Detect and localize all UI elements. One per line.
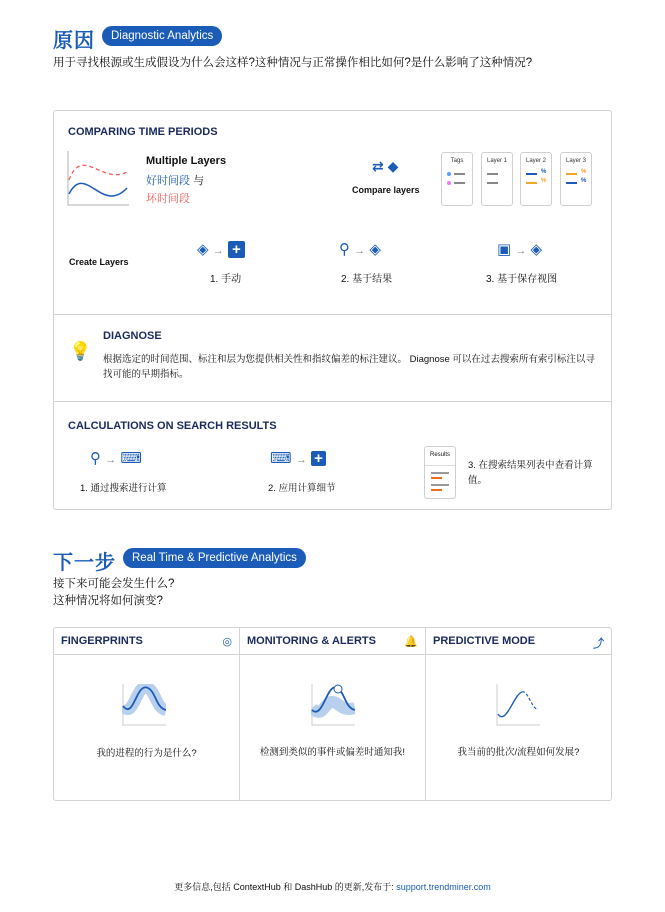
- next-line1: 接下来可能会发生什么?: [53, 578, 175, 590]
- footer-text: 更多信息,包括 ContextHub 和 DashHub 的更新,发布于:: [174, 882, 397, 892]
- layer2-card: Layer 2 % %: [520, 152, 552, 206]
- good-period-label: 好时间段: [146, 175, 190, 187]
- layer1-card: Layer 1: [481, 152, 513, 206]
- support-link[interactable]: support.trendminer.com: [396, 882, 491, 892]
- calc-to-add-icon: ⌨ → +: [270, 449, 326, 467]
- footer: [0, 880, 665, 893]
- step-results: 2. 基于结果: [341, 274, 393, 285]
- multiple-layers-label: Multiple Layers: [146, 155, 227, 167]
- create-layers-label: Create Layers: [69, 257, 129, 267]
- comparing-heading: COMPARING TIME PERIODS: [68, 126, 218, 138]
- monitoring-chart-icon: [311, 684, 355, 726]
- lightbulb-icon: 💡: [69, 341, 92, 361]
- and-label: 与: [193, 175, 205, 187]
- step-manual: 1. 手动: [210, 274, 242, 285]
- step-saved-view: 3. 基于保存视图: [486, 274, 558, 285]
- time-period-chart-icon: [67, 150, 129, 207]
- bad-period-label: 坏时间段: [146, 193, 190, 205]
- layers-to-add-icon: ◈ → +: [197, 240, 245, 258]
- calc-step2: 2. 应用计算细节: [268, 483, 336, 494]
- cause-subtitle: 用于寻找根源或生成假设为什么会这样?这种情况与正常操作相比如何?是什么影响了这种情况?: [53, 57, 533, 69]
- monitoring-column: MONITORING & ALERTS 🔔 检测到类似的事件或偏差时通知我!: [240, 628, 426, 800]
- predictive-text: 我当前的批次/流程如何发展?: [457, 747, 580, 758]
- layer3-card: Layer 3 % %: [560, 152, 592, 206]
- fingerprints-column: FINGERPRINTS ◎ 我的进程的行为是什么?: [54, 628, 240, 800]
- results-card: Results: [424, 446, 456, 499]
- monitoring-text: 检测到类似的事件或偏差时通知我!: [259, 747, 406, 758]
- toolbox-to-layers-icon: ▣ → ◈: [497, 241, 543, 258]
- compare-layers-label: Compare layers: [352, 185, 420, 195]
- realtime-panel: [53, 627, 612, 801]
- fingerprint-icon: ◎: [222, 636, 232, 648]
- calc-step1: 1. 通过搜索进行计算: [80, 483, 167, 494]
- next-line2: 这种情况将如何演变?: [53, 595, 163, 607]
- predictive-chart-icon: [496, 684, 540, 726]
- cause-title: 原因: [53, 30, 95, 52]
- fingerprint-chart-icon: [122, 684, 166, 726]
- predictive-icon: ⤴: [593, 638, 604, 650]
- fingerprints-text: 我的进程的行为是什么?: [96, 748, 197, 759]
- next-title: 下一步: [53, 552, 116, 574]
- bell-icon: 🔔: [404, 636, 418, 648]
- search-to-layers-icon: ⚲ → ◈: [339, 241, 381, 258]
- calc-step3: 3. 在搜索结果列表中查看计算值。: [468, 460, 593, 486]
- diagnose-heading: DIAGNOSE: [103, 330, 162, 342]
- diagnostic-analytics-pill: Diagnostic Analytics: [102, 26, 222, 46]
- swap-layers-icon: ⇄ ◆: [372, 158, 399, 174]
- diagnose-text: 根据选定的时间范围、标注和层为您提供相关性和指纹偏差的标注建议。 Diagnose 可以在过去搜索所有索引标注以寻找可能的早期指标。: [103, 354, 595, 380]
- tags-card: Tags: [441, 152, 473, 206]
- predictive-column: PREDICTIVE MODE ⤴ 我当前的批次/流程如何发展?: [426, 628, 611, 800]
- calc-heading: CALCULATIONS ON SEARCH RESULTS: [68, 420, 277, 432]
- realtime-pill: Real Time & Predictive Analytics: [123, 548, 306, 568]
- search-to-calc-icon: ⚲ → ⌨: [90, 450, 142, 467]
